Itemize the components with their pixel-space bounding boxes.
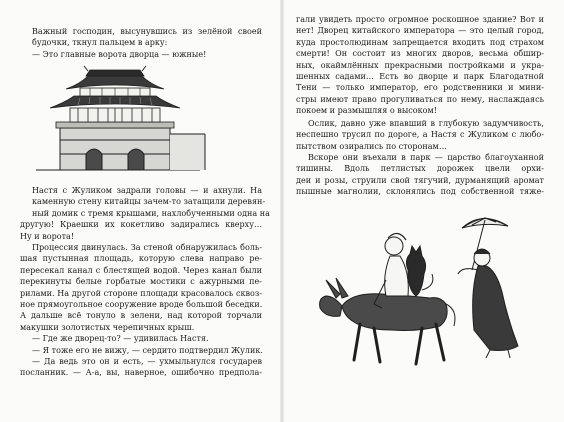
text-line: тишины. Вдоль петлистых дорожек цвели орхи- — [296, 164, 544, 174]
paragraph — [296, 152, 544, 198]
text-line: смерти! Он состоит из многих дворов, весьма обшир- — [296, 49, 544, 59]
paragraph — [20, 345, 262, 356]
text-line: стры имеют право прогуливаться по нему, наслаждаясь — [296, 94, 544, 104]
paragraph — [20, 242, 262, 333]
text-line: неспешно трусил по дороге, а Настя с Жуликом с любо- — [296, 130, 544, 140]
text-line: — Я тоже его не вижу, — сердито подтвердил Жулик. — [32, 345, 263, 355]
text-line: Ослик, давно уже впавший в глубокую задумчивость, — [308, 119, 544, 128]
text-line: перекинуты белые горбатые мостики с ажурными пе- — [20, 277, 262, 287]
text-line: гали увидеть просто огромное роскошное здание? Вот и — [296, 15, 544, 24]
text-line: каменную стену китайцы зачем-то затащили деревян- — [32, 197, 266, 207]
text-line: Процессия двинулась. За стеной обнаружилась боль- — [32, 243, 262, 252]
text-line: — Это главные ворота дворца — южные! — [32, 49, 207, 59]
text-line: Настя с Жуликом задрали головы — и ахнули. На — [32, 186, 262, 195]
text-line: Вскоре они въехали в парк — царство благоуханной — [308, 153, 544, 162]
text-line: шенных садами… Есть во дворце и парк Благодатной — [296, 72, 544, 82]
text-line: покоем и размышляя о высоком! — [296, 106, 437, 116]
text-line: Важный господин, высунувшись из зелёной своей — [32, 27, 262, 36]
paragraph — [296, 14, 544, 117]
paragraph — [20, 185, 270, 242]
text-line: Ну и ворота! — [20, 231, 75, 241]
text-line: деи и розы, струили свой тягучий, дурманящий аромат — [296, 175, 544, 185]
text-line: макушки золотистых черепичных крыш. — [20, 322, 195, 332]
text-line: посланник. — А-а, вы, наверное, ошибочно предпола- — [20, 368, 262, 378]
text-line: будочки, ткнул пальцем в арку: — [32, 38, 168, 48]
text-line: пышные магнолии, склонялись под собственной тяже- — [296, 187, 544, 197]
text-line: рилами. На другой стороне площади красовалось сквоз- — [20, 288, 262, 298]
text-line: ный домик с тремя крышами, нахлобученными одна на — [32, 208, 270, 218]
palace-gate-illustration — [30, 62, 272, 174]
paragraph — [296, 118, 544, 152]
text-line: пытством озирались по сторонам… — [296, 141, 447, 151]
text-line: ное прямоугольное сооружение вроде большой беседки. — [20, 300, 263, 310]
text-line: ных, окаймлённых прекрасными постройками и укра- — [296, 60, 544, 70]
text-line: пересекал канал с блестящей водой. Через канал были — [20, 265, 262, 275]
text-line: шая пустынная площадь, которую слева направо ре- — [20, 254, 262, 264]
donkey-riders-illustration — [312, 200, 544, 380]
paragraph — [20, 26, 262, 49]
text-line: — Да ведь это он и есть, — ухмыльнулся государев — [32, 357, 262, 366]
right-page — [282, 0, 564, 422]
text-line: другую! Краешки их кокетливо задирались кверху… — [20, 220, 262, 230]
paragraph — [20, 333, 262, 344]
text-line: нет! Дворец китайского императора — это целый город, — [296, 26, 544, 36]
paragraph — [20, 49, 262, 60]
text-line: А дальше всё тонуло в зелени, над которой торчали — [20, 311, 262, 321]
text-line: Тени — только император, его родственники и мини- — [296, 83, 544, 93]
text-line: — Где же дворец-то? — удивилась Настя. — [32, 334, 209, 344]
paragraph — [20, 356, 262, 379]
text-line: куда простолюдинам запрещается входить под страхом — [296, 37, 544, 47]
